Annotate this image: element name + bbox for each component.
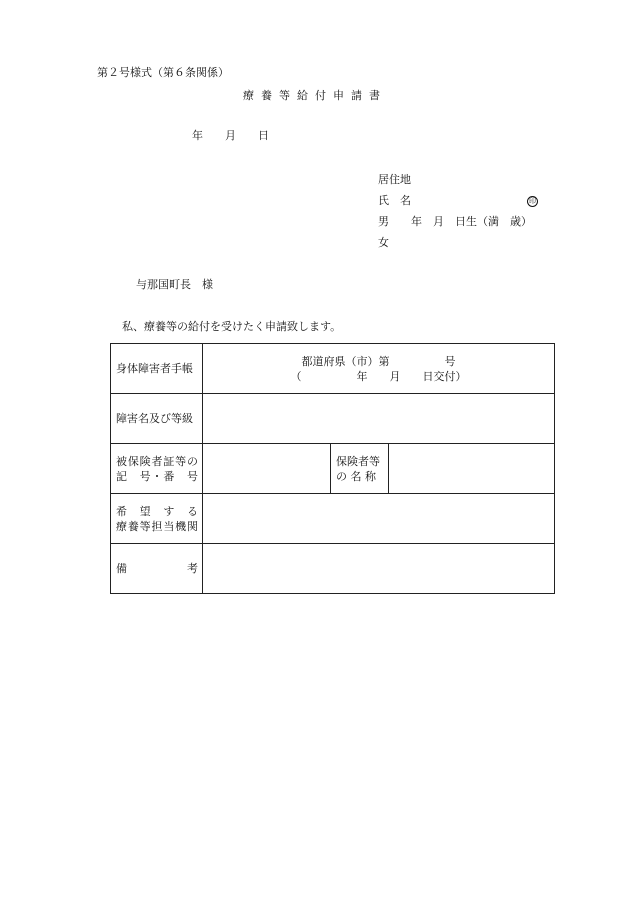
remarks-label-cell — [111, 544, 203, 594]
remarks-value-cell[interactable] — [203, 544, 555, 594]
insurance-number-cell[interactable] — [203, 444, 331, 494]
handbook-label: 身体障害者手帳 — [116, 362, 193, 375]
insurer-name-cell[interactable] — [389, 444, 555, 494]
table-row — [111, 344, 555, 394]
disability-label-cell — [111, 394, 203, 444]
name-label: 氏 名 — [378, 194, 411, 207]
handbook-value-cell[interactable] — [203, 344, 555, 394]
table-row — [111, 494, 555, 544]
female-label: 女 — [378, 236, 389, 249]
handbook-number-line: 都道府県（市）第 号 — [301, 354, 456, 368]
insurer-label-line1: 保険者等 — [336, 454, 380, 468]
table-row — [111, 444, 555, 494]
residence-label: 居住地 — [378, 173, 411, 186]
insurance-label-line1: 被保険者証等の — [116, 454, 198, 468]
institution-label-line2: 療養等担当機関 — [116, 519, 198, 533]
request-text: 私、療養等の給付を受けたく申請致します。 — [122, 320, 342, 333]
institution-value-cell[interactable] — [203, 494, 555, 544]
institution-label-cell — [111, 494, 203, 544]
disability-label: 障害名及び等級 — [116, 412, 193, 425]
document-title: 療養等給付申請書 — [243, 89, 387, 102]
seal-mark — [527, 194, 538, 208]
seal-char: 印 — [529, 197, 536, 205]
birth-line: 男 年 月 日生（満 歳） — [378, 215, 532, 228]
disability-value-cell[interactable] — [203, 394, 555, 444]
handbook-label-cell — [111, 344, 203, 394]
date-line: 年 月 日 — [192, 129, 269, 142]
table-row — [111, 394, 555, 444]
insurer-label-line2: の 名 称 — [336, 469, 376, 483]
handbook-issue-line: （ 年 月 日交付） — [290, 369, 467, 383]
insurer-label-cell — [331, 444, 389, 494]
table-row — [111, 544, 555, 594]
insurance-label-line2: 記 号・番 号 — [116, 469, 198, 483]
form-number: 第２号様式（第６条関係） — [97, 66, 229, 79]
remarks-label: 備考 — [116, 562, 198, 575]
application-table — [110, 343, 555, 594]
insurance-label-cell — [111, 444, 203, 494]
institution-label-line1: 希望する — [116, 504, 198, 518]
recipient: 与那国町長 様 — [136, 278, 213, 291]
